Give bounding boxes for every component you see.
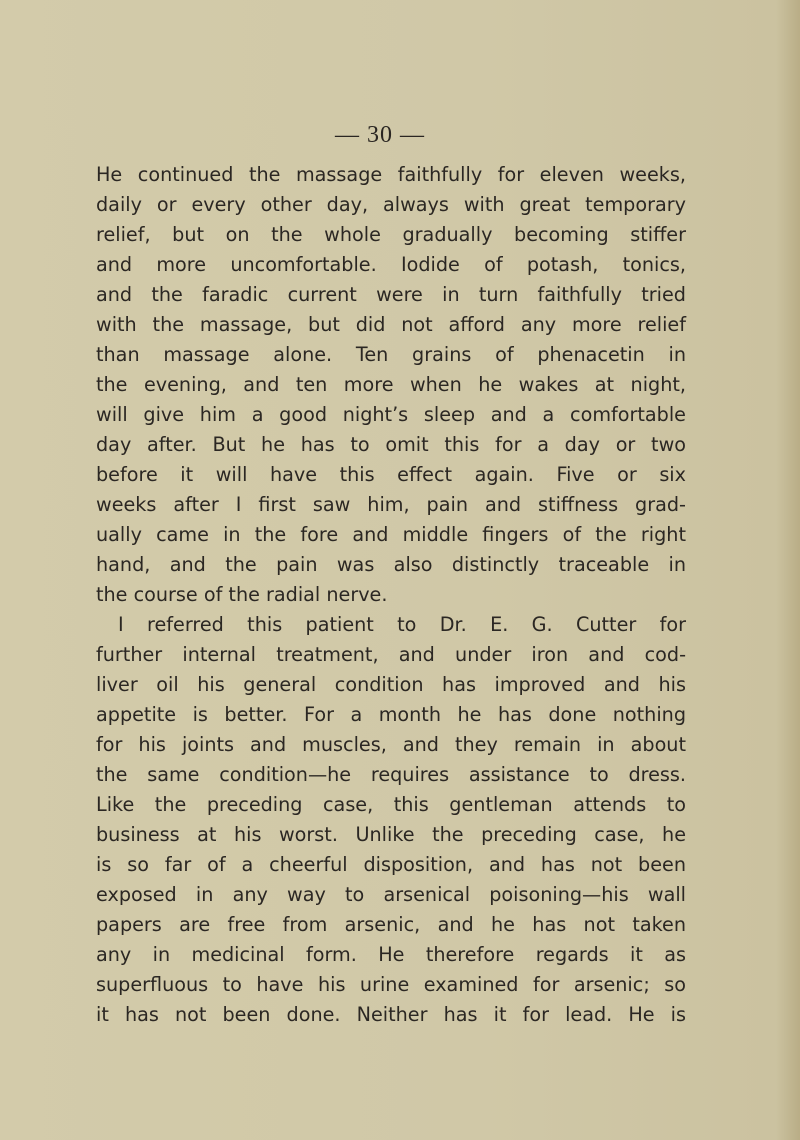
text-line: He continued the massage faithfully for eleven weeks, — [96, 163, 686, 186]
body-text — [96, 160, 686, 1030]
text-line: is so far of a cheerful disposition, and has not been — [96, 853, 686, 876]
text-line: exposed in any way to arsenical poisoning—his wall — [96, 883, 686, 906]
text-line: and more uncomfortable. Iodide of potash, tonics, — [96, 253, 686, 276]
text-line: liver oil his general condition has improved and his — [96, 673, 686, 696]
text-line: superfluous to have his urine examined for arsenic; so — [96, 973, 686, 996]
text-line: weeks after I first saw him, pain and stiffness grad- — [96, 493, 686, 516]
text-line: for his joints and muscles, and they remain in about — [96, 733, 686, 756]
text-line: papers are free from arsenic, and he has not taken — [96, 913, 686, 936]
text-line: relief, but on the whole gradually becoming stiffer — [96, 223, 686, 246]
text-line: the same condition—he requires assistance to dress. — [96, 763, 686, 786]
text-line: day after. But he has to omit this for a day or two — [96, 433, 686, 456]
paragraph-start-line: I referred this patient to Dr. E. G. Cutter for — [118, 613, 686, 636]
text-line: before it will have this effect again. Five or six — [96, 463, 686, 486]
text-line: will give him a good night’s sleep and a comfortable — [96, 403, 686, 426]
text-line: Like the preceding case, this gentleman attends to — [96, 793, 686, 816]
text-line: daily or every other day, always with great temporary — [96, 193, 686, 216]
text-line: the evening, and ten more when he wakes at night, — [96, 373, 686, 396]
text-line: business at his worst. Unlike the preceding case, he — [96, 823, 686, 846]
text-line: further internal treatment, and under iron and cod- — [96, 643, 686, 666]
text-line: and the faradic current were in turn faithfully tried — [96, 283, 686, 306]
text-line: appetite is better. For a month he has done nothing — [96, 703, 686, 726]
text-line: ually came in the fore and middle fingers of the right — [96, 523, 686, 546]
page-number: — 30 — — [335, 122, 425, 148]
text-line: any in medicinal form. He therefore regards it as — [96, 943, 686, 966]
text-line: hand, and the pain was also distinctly traceable in — [96, 553, 686, 576]
text-line: it has not been done. Neither has it for lead. He is — [96, 1003, 686, 1026]
text-line: than massage alone. Ten grains of phenacetin in — [96, 343, 686, 366]
text-line: with the massage, but did not afford any more relief — [96, 313, 686, 336]
paragraph-end-line: the course of the radial nerve. — [96, 583, 388, 606]
